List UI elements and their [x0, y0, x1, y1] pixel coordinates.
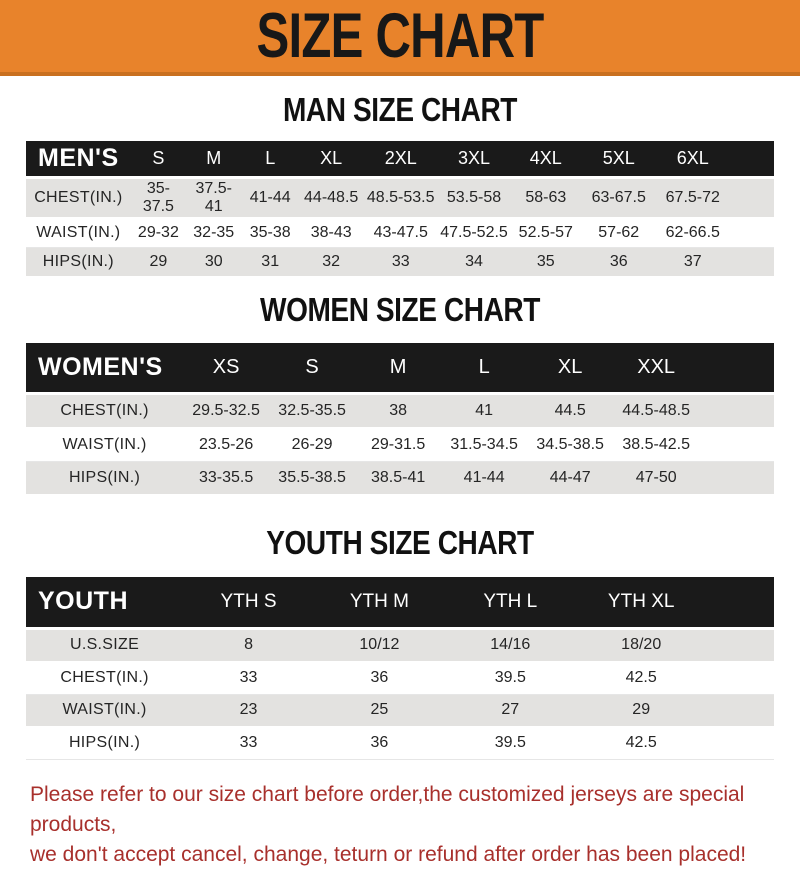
banner-title: SIZE CHART	[256, 0, 544, 71]
men-col-header: 2XL	[363, 141, 438, 178]
women-col-header: XXL	[613, 343, 699, 394]
size-cell: 67.5-72	[656, 177, 730, 218]
size-cell: 62-66.5	[656, 218, 730, 248]
size-cell: 36	[582, 247, 656, 277]
banner	[0, 0, 800, 76]
row-label: WAIST(IN.)	[26, 428, 183, 462]
size-cell: 39.5	[445, 662, 576, 695]
size-cell: 37.5-41	[186, 177, 241, 218]
men-col-header: L	[241, 141, 299, 178]
size-cell: 37	[656, 247, 730, 277]
size-cell: 36	[314, 727, 445, 760]
women-row-chest	[26, 394, 774, 429]
men-col-header: 3XL	[438, 141, 510, 178]
size-cell: 44.5	[527, 394, 613, 429]
size-cell: 41	[441, 394, 527, 429]
size-cell: 36	[314, 662, 445, 695]
size-cell: 10/12	[314, 628, 445, 662]
row-label: CHEST(IN.)	[26, 662, 183, 695]
size-cell: 41-44	[241, 177, 299, 218]
youth-col-header: YTH L	[445, 577, 576, 629]
filler-cell	[707, 694, 774, 727]
men-col-header: S	[131, 141, 186, 178]
filler-cell	[699, 428, 774, 462]
footer-note-line2: we don't accept cancel, change, teturn or refund after order has been placed!	[30, 842, 747, 866]
men-row-hips	[26, 247, 774, 277]
row-label: HIPS(IN.)	[26, 727, 183, 760]
size-cell: 57-62	[582, 218, 656, 248]
women-col-header: S	[269, 343, 355, 394]
row-label: CHEST(IN.)	[26, 394, 183, 429]
size-cell: 44-48.5	[299, 177, 363, 218]
youth-col-header: YTH M	[314, 577, 445, 629]
women-header-row	[26, 343, 774, 394]
row-label: CHEST(IN.)	[26, 177, 131, 218]
women-col-header: M	[355, 343, 441, 394]
men-col-header: 4XL	[510, 141, 582, 178]
size-cell: 38-43	[299, 218, 363, 248]
youth-size-table	[26, 577, 774, 760]
filler-cell	[730, 141, 774, 178]
size-cell: 41-44	[441, 462, 527, 496]
size-cell: 29-31.5	[355, 428, 441, 462]
size-cell: 29.5-32.5	[183, 394, 269, 429]
women-row-hips	[26, 462, 774, 496]
size-cell: 25	[314, 694, 445, 727]
size-cell: 18/20	[576, 628, 707, 662]
women-table-label: WOMEN'S	[26, 343, 183, 394]
women-section-heading: WOMEN SIZE CHART	[260, 290, 540, 328]
size-cell: 14/16	[445, 628, 576, 662]
size-cell: 32	[299, 247, 363, 277]
men-col-header: 5XL	[582, 141, 656, 178]
size-cell: 32-35	[186, 218, 241, 248]
size-cell: 47.5-52.5	[438, 218, 510, 248]
size-cell: 29	[131, 247, 186, 277]
size-cell: 23.5-26	[183, 428, 269, 462]
size-cell: 63-67.5	[582, 177, 656, 218]
size-cell: 26-29	[269, 428, 355, 462]
size-cell: 44.5-48.5	[613, 394, 699, 429]
youth-row-hips	[26, 727, 774, 760]
women-row-waist	[26, 428, 774, 462]
filler-cell	[730, 247, 774, 277]
size-cell: 23	[183, 694, 314, 727]
size-cell: 35-37.5	[131, 177, 186, 218]
size-cell: 47-50	[613, 462, 699, 496]
size-cell: 31	[241, 247, 299, 277]
men-table-label: MEN'S	[26, 141, 131, 178]
youth-row-waist	[26, 694, 774, 727]
youth-row-chest	[26, 662, 774, 695]
women-col-header: XL	[527, 343, 613, 394]
size-cell: 38	[355, 394, 441, 429]
size-cell: 48.5-53.5	[363, 177, 438, 218]
women-col-header: L	[441, 343, 527, 394]
filler-cell	[699, 343, 774, 394]
youth-table-label: YOUTH	[26, 577, 183, 629]
men-size-table	[26, 141, 774, 278]
row-label: HIPS(IN.)	[26, 462, 183, 496]
size-cell: 27	[445, 694, 576, 727]
size-cell: 29	[576, 694, 707, 727]
size-cell: 34.5-38.5	[527, 428, 613, 462]
row-label: U.S.SIZE	[26, 628, 183, 662]
men-col-header: M	[186, 141, 241, 178]
size-cell: 52.5-57	[510, 218, 582, 248]
men-col-header: XL	[299, 141, 363, 178]
filler-cell	[707, 577, 774, 629]
size-cell: 30	[186, 247, 241, 277]
size-cell: 29-32	[131, 218, 186, 248]
footer-note	[30, 780, 780, 870]
size-cell: 39.5	[445, 727, 576, 760]
size-cell: 33	[183, 727, 314, 760]
filler-cell	[699, 462, 774, 496]
youth-section-heading: YOUTH SIZE CHART	[266, 524, 534, 562]
size-cell: 33	[363, 247, 438, 277]
youth-col-header: YTH S	[183, 577, 314, 629]
size-cell: 42.5	[576, 727, 707, 760]
man-section-heading: MAN SIZE CHART	[282, 91, 518, 128]
filler-cell	[699, 394, 774, 429]
row-label: WAIST(IN.)	[26, 218, 131, 248]
women-size-table	[26, 343, 774, 496]
size-cell: 38.5-41	[355, 462, 441, 496]
men-header-row	[26, 141, 774, 178]
row-label: HIPS(IN.)	[26, 247, 131, 277]
size-cell: 31.5-34.5	[441, 428, 527, 462]
filler-cell	[707, 662, 774, 695]
size-cell: 38.5-42.5	[613, 428, 699, 462]
size-cell: 8	[183, 628, 314, 662]
men-row-waist	[26, 218, 774, 248]
size-cell: 35	[510, 247, 582, 277]
size-cell: 33-35.5	[183, 462, 269, 496]
size-cell: 58-63	[510, 177, 582, 218]
size-cell: 44-47	[527, 462, 613, 496]
filler-cell	[707, 628, 774, 662]
size-cell: 32.5-35.5	[269, 394, 355, 429]
youth-col-header: YTH XL	[576, 577, 707, 629]
size-cell: 42.5	[576, 662, 707, 695]
size-cell: 34	[438, 247, 510, 277]
men-col-header: 6XL	[656, 141, 730, 178]
size-cell: 35.5-38.5	[269, 462, 355, 496]
filler-cell	[730, 177, 774, 218]
size-cell: 43-47.5	[363, 218, 438, 248]
filler-cell	[730, 218, 774, 248]
row-label: WAIST(IN.)	[26, 694, 183, 727]
size-cell: 33	[183, 662, 314, 695]
size-cell: 35-38	[241, 218, 299, 248]
youth-row-ussize	[26, 628, 774, 662]
filler-cell	[707, 727, 774, 760]
youth-header-row	[26, 577, 774, 629]
men-row-chest	[26, 177, 774, 218]
footer-note-line1: Please refer to our size chart before order,the customized jerseys are special products,	[30, 782, 745, 836]
size-cell: 53.5-58	[438, 177, 510, 218]
women-col-header: XS	[183, 343, 269, 394]
